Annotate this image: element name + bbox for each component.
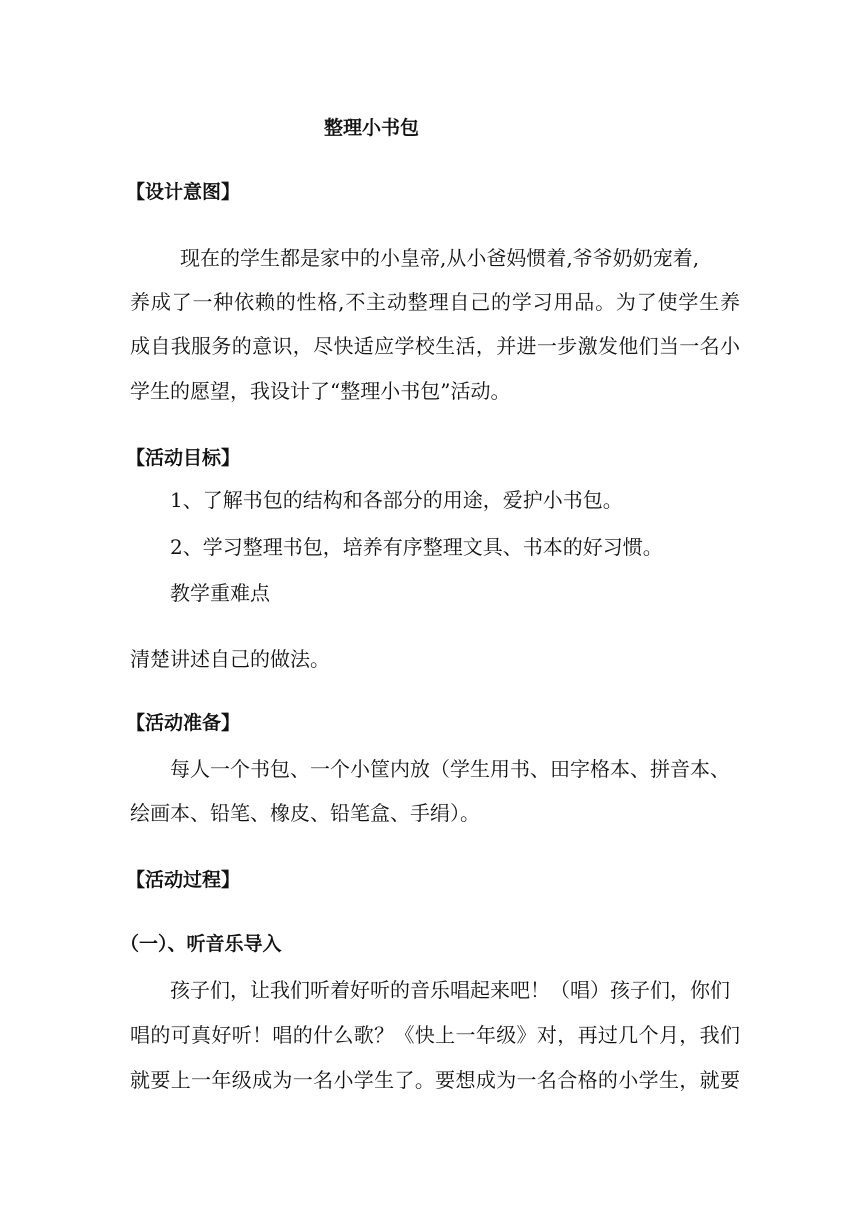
process-subheading: （一）、听音乐导入: [120, 933, 282, 955]
preparation-line-2: 绘画本、铅笔、橡皮、铅笔盒、手绢）。: [130, 801, 480, 825]
document-title: 整理小书包: [324, 117, 420, 139]
key-points-text: 清楚讲述自己的做法。: [130, 647, 330, 671]
goal-item-2: 2、学习整理书包，培养有序整理文具、书本的好习惯。: [170, 535, 663, 559]
process-line-1: 孩子们，让我们听着好听的音乐唱起来吧！（唱）孩子们，你们: [170, 978, 730, 1002]
goal-item-1: 1、了解书包的结构和各部分的用途，爱护小书包。: [170, 488, 623, 512]
design-intent-line-4: 学生的愿望，我设计了“整理小书包”活动。: [130, 379, 511, 403]
preparation-heading: 【活动准备】: [126, 712, 241, 734]
design-intent-line-2: 养成了一种依赖的性格,不主动整理自己的学习用品。为了使学生养: [130, 290, 740, 314]
design-intent-line-3: 成自我服务的意识，尽快适应学校生活，并进一步激发他们当一名小: [130, 334, 740, 358]
process-heading: 【活动过程】: [126, 869, 241, 891]
process-line-3: 就要上一年级成为一名小学生了。要想成为一名合格的小学生，就要: [130, 1068, 740, 1092]
goals-heading: 【活动目标】: [126, 447, 241, 469]
key-points-label: 教学重难点: [170, 581, 270, 605]
design-intent-line-1: 现在的学生都是家中的小皇帝,从小爸妈惯着,爷爷奶奶宠着,: [180, 246, 700, 270]
preparation-line-1: 每人一个书包、一个小筐内放（学生用书、田字格本、拼音本、: [170, 757, 730, 781]
process-line-2: 唱的可真好听！唱的什么歌？《快上一年级》对，再过几个月，我们: [130, 1023, 740, 1047]
design-intent-heading: 【设计意图】: [126, 181, 241, 203]
